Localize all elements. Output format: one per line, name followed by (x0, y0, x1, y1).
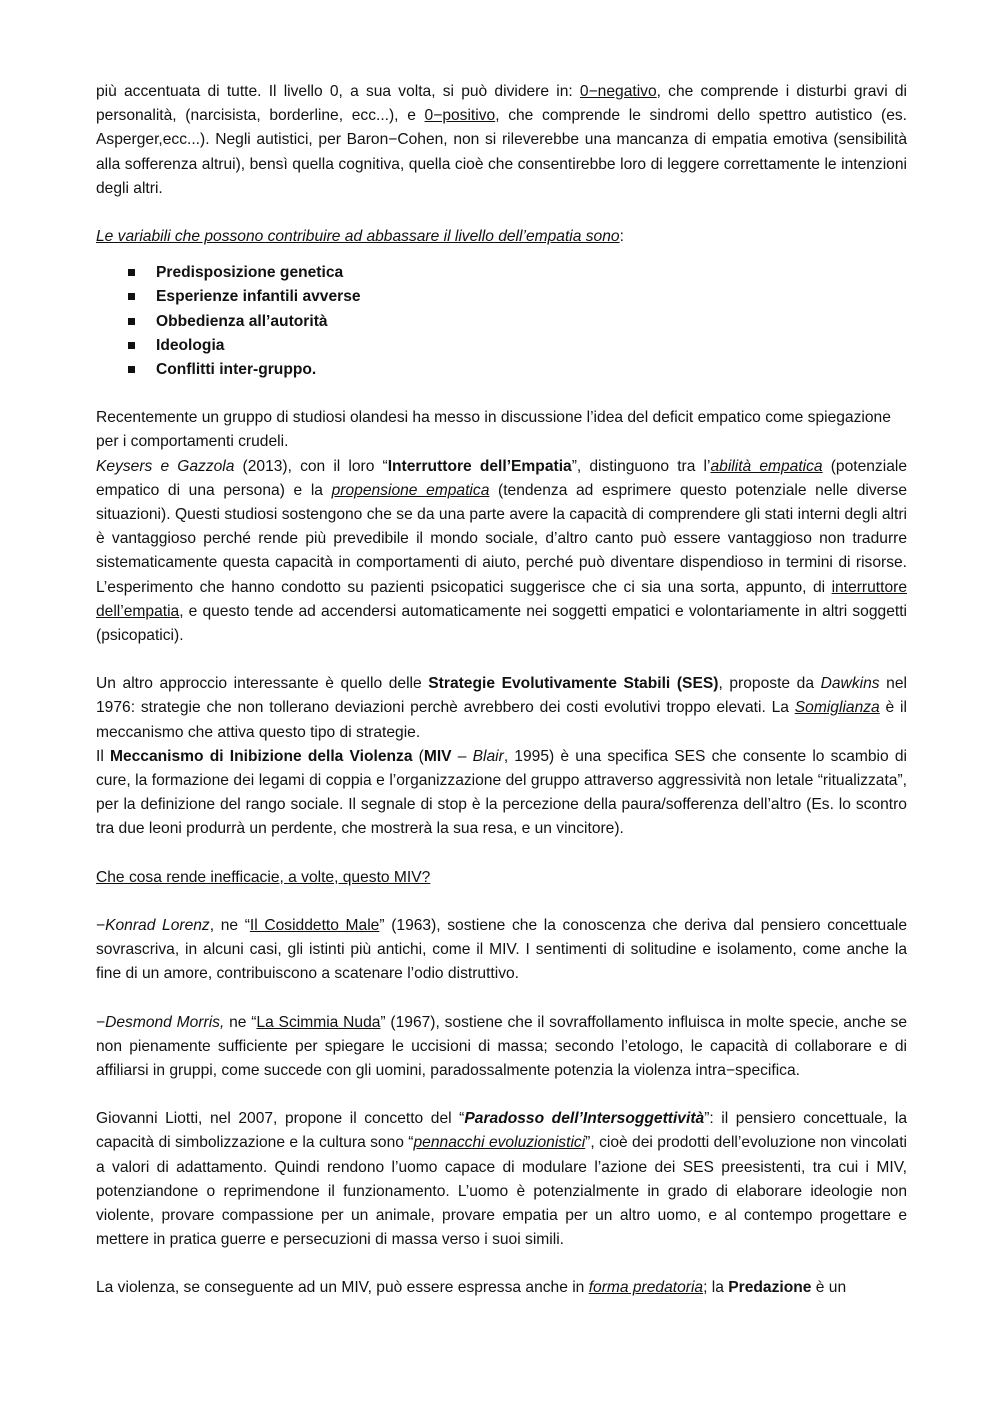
dash: − (96, 916, 106, 934)
term-empathy-switch-underlined: interruttore dell’empatia (96, 578, 907, 620)
paragraph-lorenz (96, 914, 907, 987)
text: è il meccanismo che attiva questo tipo di strategie. (96, 699, 907, 741)
paragraph-morris (96, 1011, 907, 1084)
text: ”, distinguono tra l’ (571, 457, 711, 475)
term-empathic-ability: abilità empatica (710, 457, 823, 475)
term-empathy-switch: Interruttore dell’Empatia (387, 457, 572, 475)
term-zero-negative: 0−negativo (579, 83, 657, 100)
text: è un (811, 1279, 847, 1297)
author-morris: Desmond Morris, (105, 1013, 225, 1031)
author-dawkins: Dawkins (820, 675, 880, 693)
text: – (451, 747, 473, 765)
text: ” (1963), sostiene che la conoscenza che deriva dal pensiero concettuale sovrascriva, in alcuni casi, gli istinti più antichi, come il MIV. I sentimenti di solitudine e isolamento, come anche la fine di un amore, contribuiscono a scatenare l’odio distruttivo. (96, 916, 908, 983)
paragraph-miv (96, 745, 907, 842)
text: ”, cioè dei prodotti dell’evoluzione non vincolati a valori di adattamento. Quindi rendono l’uomo capace di modulare l’azione dei SES preesistenti, tra cui i MIV, potenziandone o reprimendone il funzionamento. L’uomo è potenzialmente in grado di elaborare ideologie non violente, provare compassione per un animale, provare empatia per un altro uomo, e al contempo progettare e mettere in pratica guerre e persecuzioni di massa verso i suoi simili. (96, 1134, 907, 1249)
term-predation: Predazione (728, 1279, 812, 1297)
list-item: Obbedienza all’autorità (128, 310, 907, 334)
variables-list (96, 261, 907, 382)
text: , 1995) è una specifica SES che consente lo scambio di cure, la formazione dei legami di coppia e l’organizzazione del gruppo attraverso aggressività non letale “ritualizzata”, per la definizione del rango sociale. Il segnale di stop è la percezione della paura/sofferenza dell’altro (Es. lo scontro tra due leoni produrrà un perdente, che mostrerà la sua resa, e un vincitore). (96, 747, 908, 838)
text: , che comprende i disturbi gravi di personalità, (narcisista, borderline, ecc...), e (96, 83, 907, 125)
book-title: La Scimmia Nuda (256, 1013, 381, 1031)
term-evolutionary-plumes: pennacchi evoluzionistici (413, 1134, 586, 1152)
text: ; la (703, 1279, 729, 1297)
term-miv-name: Meccanismo di Inibizione della Violenza (109, 747, 413, 765)
text: (potenziale empatico di una persona) e la (96, 457, 908, 499)
text: La violenza, se conseguente ad un MIV, può essere espressa anche in (96, 1279, 589, 1297)
term-miv: MIV (423, 747, 452, 765)
text: Un altro approccio interessante è quello delle (96, 675, 429, 693)
list-item: Predisposizione genetica (128, 261, 907, 285)
paragraph-ses (96, 672, 907, 745)
paragraph-liotti (96, 1107, 907, 1252)
paragraph-empathy-levels (96, 80, 907, 201)
question-heading (96, 866, 907, 890)
variables-heading (96, 225, 907, 249)
text: , ne “ (209, 916, 250, 934)
variables-heading-text: Le variabili che possono contribuire ad abbassare il livello dell’empatia sono (96, 228, 620, 246)
text: ” (1967), sostiene che il sovraffollamento influisca in molte specie, anche se non pienamente sufficiente per spiegare le uccisioni di massa; secondo l’etologo, le capacità di collaborare e di affiliarsi in gruppi, come succede con gli uomini, paradossalmente potenzia la violenza intra−specifica. (96, 1013, 907, 1079)
text: : (619, 228, 624, 246)
term-paradox: Paradosso dell’Intersoggettività (464, 1110, 705, 1128)
term-predatory-form: forma predatoria (588, 1279, 704, 1297)
text: più accentuata di tutte. Il livello 0, a sua volta, si può dividere in: (96, 83, 580, 100)
paragraph-predation (96, 1276, 907, 1300)
book-title: Il Cosiddetto Male (249, 916, 380, 934)
text: Giovanni Liotti, nel 2007, propone il concetto del “ (96, 1110, 465, 1128)
list-item: Conflitti inter-gruppo. (128, 358, 907, 382)
text: ”: il pensiero concettuale, la capacità di simbolizzazione e la cultura sono “ (96, 1110, 907, 1152)
author-blair: Blair (472, 747, 504, 765)
term-somiglianza: Somiglianza (794, 699, 880, 717)
text: nel 1976: strategie che non tollerano deviazioni perchè avrebbero dei costi evolutivi troppo elevati. La (96, 675, 907, 717)
text: (tendenza ad esprimere questo potenziale nelle diverse situazioni). Questi studiosi sostengono che se da una parte avere la capacità di comprendere gli stati interni degli altri è vantaggioso perché rende più prevedibile il mondo sociale, d’altro canto può essere vantaggioso non tradurre sistematicamente questa capacità in comportamenti di aiuto, perché può diventare dispendioso in termini di risorse. L’esperimento che hanno condotto su pazienti psicopatici suggerisce che ci sia una sorta, appunto, di (96, 481, 907, 596)
text: , e questo tende ad accendersi automaticamente nei soggetti empatici e volontariamente in altri soggetti (psicopatici). (96, 602, 907, 645)
author-lorenz: Konrad Lorenz (105, 916, 210, 934)
term-ses: Strategie Evolutivamente Stabili (SES) (428, 675, 719, 693)
term-zero-positive: 0−positivo (424, 107, 496, 125)
list-item: Ideologia (128, 334, 907, 358)
paragraph-empathy-switch (96, 455, 907, 649)
authors: Keysers e Gazzola (96, 457, 235, 475)
dash: − (96, 1013, 106, 1031)
list-item: Esperienze infantili avverse (128, 285, 907, 309)
term-empathic-propensity: propensione empatica (331, 481, 490, 499)
text: (2013), con il loro “ (234, 457, 388, 475)
text: Il (96, 747, 110, 765)
document-page (96, 80, 907, 1301)
text: , che comprende le sindromi dello spettro autistico (es. Asperger,ecc...). Negli autistici, per Baron−Cohen, non si rileverebbe una mancanza di empatia emotiva (sensibilità alla sofferenza altrui), bensì quella cognitiva, quella cioè che consentirebbe loro di leggere correttamente le intenzioni degli altri. (96, 107, 908, 197)
text: ( (412, 747, 424, 765)
text: ne “ (224, 1013, 257, 1031)
question-text: Che cosa rende inefficacie, a volte, questo MIV? (96, 868, 431, 886)
text: , proposte da (718, 675, 821, 693)
paragraph-dutch-researchers: Recentemente un gruppo di studiosi olandesi ha messo in discussione l’idea del deficit empatico come spiegazione per i comportamenti crudeli. (96, 409, 891, 451)
